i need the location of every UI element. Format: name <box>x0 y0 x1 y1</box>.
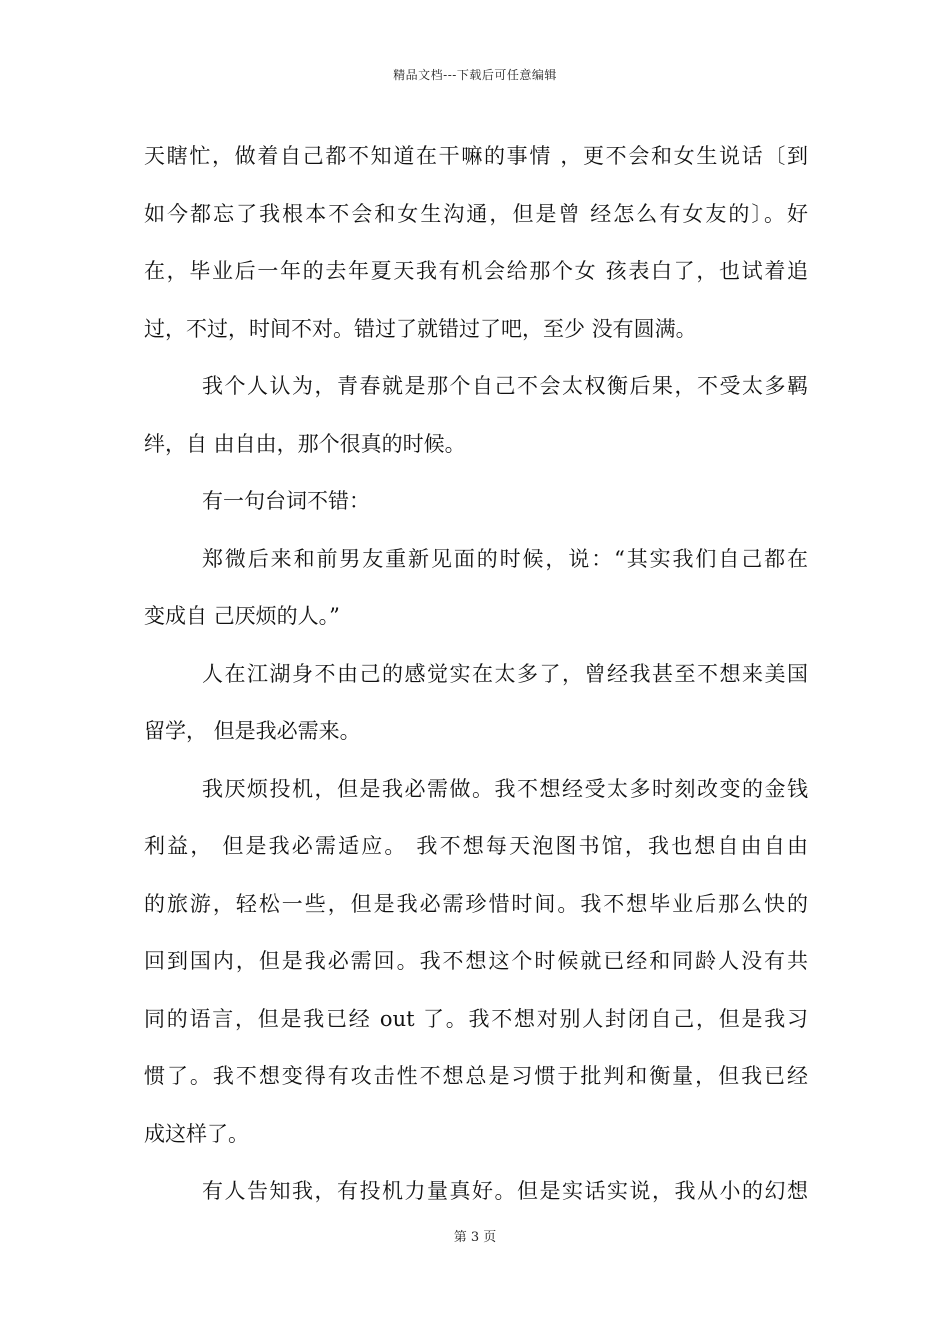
text-line: 过，不过，时间不对。错过了就错过了吧，至少 没有圆满。 <box>144 316 697 341</box>
text-line: 有人告知我，有投机力量真好。但是实话实说，我从小的幻想 <box>202 1179 808 1203</box>
text-line: 成这样了。 <box>144 1121 249 1146</box>
text-line: 惯了。我不想变得有攻击性不想总是习惯于批判和衡量，但我已经 <box>144 1064 808 1088</box>
text-line: 有一句台词不错： <box>202 489 370 513</box>
page-number: 第 3 页 <box>453 1230 497 1245</box>
text-line: 变成自 己厌烦的人。” <box>144 604 340 628</box>
page-header: 精品文档---下载后可任意编辑 <box>393 68 557 82</box>
text-line: 留学， 但是我必需来。 <box>144 719 361 743</box>
text-line: 如今都忘了我根本不会和女生沟通，但是曾 经怎么有女友的〕。好 <box>144 201 808 226</box>
text-line: 人在江湖身不由己的感觉实在太多了，曾经我甚至不想来美国 <box>202 661 808 686</box>
text-line: 的旅游，轻松一些，但是我必需珍惜时间。我不想毕业后那么快的 <box>144 891 808 916</box>
text-line: 绊，自 由自由，那个很真的时候。 <box>144 431 466 456</box>
text-line: 郑微后来和前男友重新见面的时候，说：“其实我们自己都在 <box>202 546 808 571</box>
text-line: 回到国内，但是我必需回。我不想这个时候就已经和同龄人没有共 <box>144 949 808 973</box>
text-line: 利益， 但是我必需适应。 我不想每天泡图书馆，我也想自由自由 <box>144 834 808 858</box>
body-text <box>144 128 808 1221</box>
text-line: 天瞎忙，做着自己都不知道在干嘛的事情 ，更不会和女生说话〔到 <box>144 144 808 168</box>
text-line: 我厌烦投机，但是我必需做。我不想经受太多时刻改变的金钱 <box>202 776 808 801</box>
text-line: 我个人认为，青春就是那个自己不会太权衡后果，不受太多羁 <box>202 374 808 398</box>
text-line: 在，毕业后一年的去年夏天我有机会给那个女 孩表白了，也试着追 <box>144 259 808 283</box>
text-line: 同的语言，但是我已经 out 了。我不想对别人封闭自己，但是我习 <box>144 1006 808 1031</box>
